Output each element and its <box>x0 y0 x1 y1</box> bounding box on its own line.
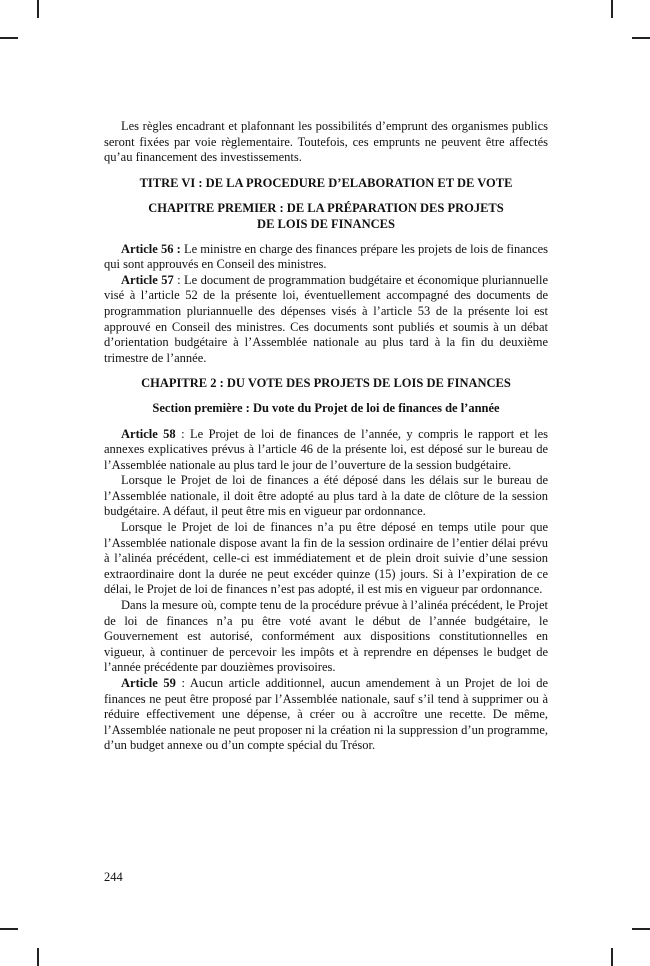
crop-mark-bottom-right-horizontal <box>632 928 650 930</box>
document-body <box>104 119 548 754</box>
article-56-text: Le ministre en charge des finances prépare les projets de lois de finances qui sont approuvés en Conseil des ministres. <box>104 241 548 272</box>
crop-mark-bottom-left-horizontal <box>0 928 18 930</box>
chapitre-premier-heading-line1: CHAPITRE PREMIER : DE LA PRÉPARATION DES PROJETS <box>148 201 504 216</box>
article-58 <box>104 427 548 474</box>
chapitre-premier-heading <box>104 201 548 232</box>
article-58-label: Article 58 <box>121 426 176 441</box>
article-57-label: Article 57 <box>121 272 174 287</box>
article-59-text: : Aucun article additionnel, aucun amendement à un Projet de loi de finances ne peut être proposé par l’Assemblée nationale, sauf s’il tend à supprimer ou à réduire effectivement une dépense, à créer ou à accroître une recette. De même, l’Assemblée nationale ne peut proposer ni la création ni la suppression d’un programme, d’un budget annexe ou d’un compte spécial du Trésor. <box>104 676 549 753</box>
article-57 <box>104 273 548 367</box>
chapitre-premier-heading-line2: DE LOIS DE FINANCES <box>257 216 395 231</box>
article-57-text: : Le document de programmation budgétaire et économique pluriannuelle visé à l’article 52 de la présente loi, éventuellement accompagné des documents de programmation pluriannuelle des dépenses visés à l’article 53 de la présente loi est approuvé en Conseil des ministres. Ces documents sont publiés et soumis à un débat d’orientation budgétaire à l’Assemblée nationale au plus tard à la fin du deuxième trimestre de l’année. <box>104 272 549 365</box>
article-56-label: Article 56 : <box>121 241 181 256</box>
crop-mark-bottom-right-vertical <box>611 948 613 966</box>
article-58-paragraph-2: Lorsque le Projet de loi de finances a été déposé dans les délais sur le bureau de l’Assemblée nationale, il doit être adopté au plus tard à la date de clôture de la session budgétaire. A défaut, il peut être mis en vigueur par ordonnance. <box>104 473 548 519</box>
crop-mark-bottom-left-vertical <box>37 948 39 966</box>
titre-heading: TITRE VI : DE LA PROCEDURE D’ELABORATION ET DE VOTE <box>139 175 513 190</box>
crop-mark-top-right-vertical <box>611 0 613 18</box>
article-59-label: Article 59 <box>121 676 176 690</box>
article-58-paragraph-4: Dans la mesure où, compte tenu de la procédure prévue à l’alinéa précédent, le Projet de loi de finances n’a pu être voté avant le début de l’année budgétaire, le Gouvernement est autorisé, conformément aux dispositions constitutionnelles en vigueur, à continuer de percevoir les impôts et à reprendre en dépenses le budget de l’année précédente par douzièmes provisoires. <box>104 598 548 675</box>
crop-mark-top-left-vertical <box>37 0 39 18</box>
section-premiere-heading: Section première : Du vote du Projet de loi de finances de l’année <box>152 400 500 415</box>
article-59 <box>104 676 548 754</box>
page-number: 244 <box>104 870 123 884</box>
article-58-paragraph-3: Lorsque le Projet de loi de finances n’a pu être déposé en temps utile pour que l’Assemblée nationale dispose avant la fin de la session ordinaire de l’entier délai prévu à l’alinéa précédent, celle-ci est immédiatement et de plein droit suivie d’une session extraordinaire dont la durée ne peut excéder quinze (15) jours. Si à l’expiration de ce délai, le Projet de loi de finances n’est pas adopté, il est mis en vigueur par ordonnance. <box>104 520 548 597</box>
article-58-text: : Le Projet de loi de finances de l’année, y compris le rapport et les annexes explicatives prévus à l’article 46 de la présente loi, est déposé sur le bureau de l’Assemblée nationale au plus tard le jour de l’ouverture de la session budgétaire. <box>104 426 548 472</box>
intro-paragraph: Les règles encadrant et plafonnant les possibilités d’emprunt des organismes publics seront fixées par voie règlementaire. Toutefois, ces emprunts ne peuvent être affectés qu’au financement des investissements. <box>104 119 548 165</box>
article-56 <box>104 242 548 273</box>
crop-mark-top-right-horizontal <box>632 37 650 39</box>
crop-mark-top-left-horizontal <box>0 37 18 39</box>
chapitre-2-heading: CHAPITRE 2 : DU VOTE DES PROJETS DE LOIS DE FINANCES <box>141 376 511 391</box>
